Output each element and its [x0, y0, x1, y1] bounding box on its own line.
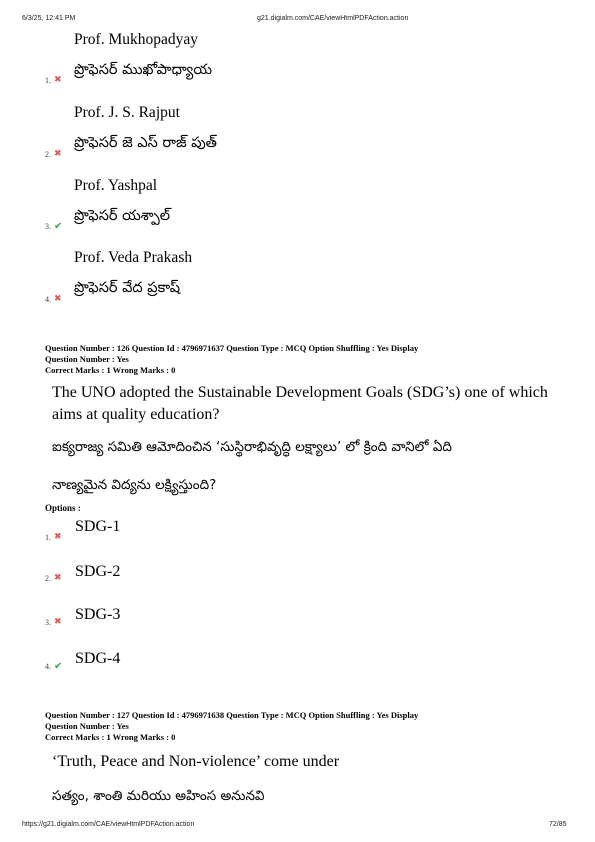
question-126-text-en: The UNO adopted the Sustainable Development Goals (SDG’s) one of which aims at quality education? [52, 384, 548, 423]
option-text-en: Prof. Mukhopadyay [74, 31, 198, 48]
option-text-en: Prof. J. S. Rajput [74, 104, 180, 121]
q126-option-2-text: SDG-2 [75, 563, 121, 580]
check-icon: ✔ [54, 661, 63, 672]
question-126-text-te-line1: ఐక్యరాజ్య సమితి ఆమోదించిన ‘సుస్థిరాభివృద్ధి లక్ష్యాలు’ లో క్రింది వానిలో ఏది [52, 439, 452, 455]
page-url-header: g21.digialm.com/CAE/viewHtmlPDFAction.action [257, 15, 409, 22]
q126-option-4-number [45, 661, 62, 672]
option-number: 4. [45, 294, 51, 304]
q126-option-1-number [45, 532, 62, 542]
question-meta-line: Question Number : 127 Question Id : 4796971638 Question Type : MCQ Option Shuffling : Yes Display [45, 710, 419, 720]
prev-option-3-number [45, 221, 62, 232]
question-127-text-en: ‘Truth, Peace and Non-violence’ come under [52, 753, 340, 770]
print-datetime: 6/3/25, 12:41 PM [22, 15, 76, 22]
prev-option-4-number [45, 294, 62, 304]
option-number: 1. [45, 532, 51, 542]
prev-option-1 [74, 31, 212, 79]
check-icon: ✔ [54, 221, 63, 232]
q126-option-4-text: SDG-4 [75, 650, 121, 667]
q126-option-3-number [45, 617, 62, 627]
page-number: 72/85 [549, 821, 567, 828]
question-127-meta [45, 710, 555, 743]
options-label: Options : [45, 503, 81, 513]
question-126-meta [45, 343, 555, 376]
option-text-te: ప్రొఫెసర్ యశ్పాల్ [74, 208, 171, 224]
option-text-te: ప్రొఫెసర్ ముఖోపాధ్యాయ [74, 62, 212, 78]
q126-option-1-text: SDG-1 [75, 518, 121, 535]
cross-icon: ✖ [54, 573, 62, 583]
prev-option-1-number [45, 75, 62, 85]
option-number: 3. [45, 617, 51, 627]
question-meta-line: Question Number : 126 Question Id : 4796971637 Question Type : MCQ Option Shuffling : Yes Display [45, 343, 419, 353]
question-marks: Correct Marks : 1 Wrong Marks : 0 [45, 732, 176, 742]
option-text-en: Prof. Yashpal [74, 177, 158, 194]
prev-option-2 [74, 104, 217, 152]
question-126-text-te-line2: నాణ్యమైన విద్యను లక్ష్యిస్తుంది? [52, 477, 217, 493]
prev-option-2-number [45, 149, 62, 159]
cross-icon: ✖ [54, 617, 62, 627]
cross-icon: ✖ [54, 532, 62, 542]
option-number: 2. [45, 149, 51, 159]
option-text-te: ప్రొఫెసర్ వేద ప్రకాష్ [74, 280, 181, 296]
option-text-en: Prof. Veda Prakash [74, 249, 193, 266]
prev-option-4 [74, 249, 192, 297]
prev-option-3 [74, 177, 170, 225]
cross-icon: ✖ [54, 149, 62, 159]
question-meta-line: Question Number : Yes [45, 354, 129, 364]
question-meta-line: Question Number : Yes [45, 721, 129, 731]
option-number: 2. [45, 573, 51, 583]
option-number: 1. [45, 75, 51, 85]
q126-option-2-number [45, 573, 62, 583]
option-number: 4. [45, 662, 51, 671]
option-text-te: ప్రొఫెసర్ జె ఎస్ రాజ్ పుత్ [74, 135, 217, 151]
question-127-text-te: సత్యం, శాంతి మరియు అహింస అనునవి [52, 788, 265, 804]
page-url-footer: https://g21.digialm.com/CAE/viewHtmlPDFAction.action [22, 821, 195, 828]
cross-icon: ✖ [54, 294, 62, 304]
cross-icon: ✖ [54, 75, 62, 85]
q126-option-3-text: SDG-3 [75, 606, 121, 623]
question-marks: Correct Marks : 1 Wrong Marks : 0 [45, 365, 176, 375]
option-number: 3. [45, 222, 51, 231]
